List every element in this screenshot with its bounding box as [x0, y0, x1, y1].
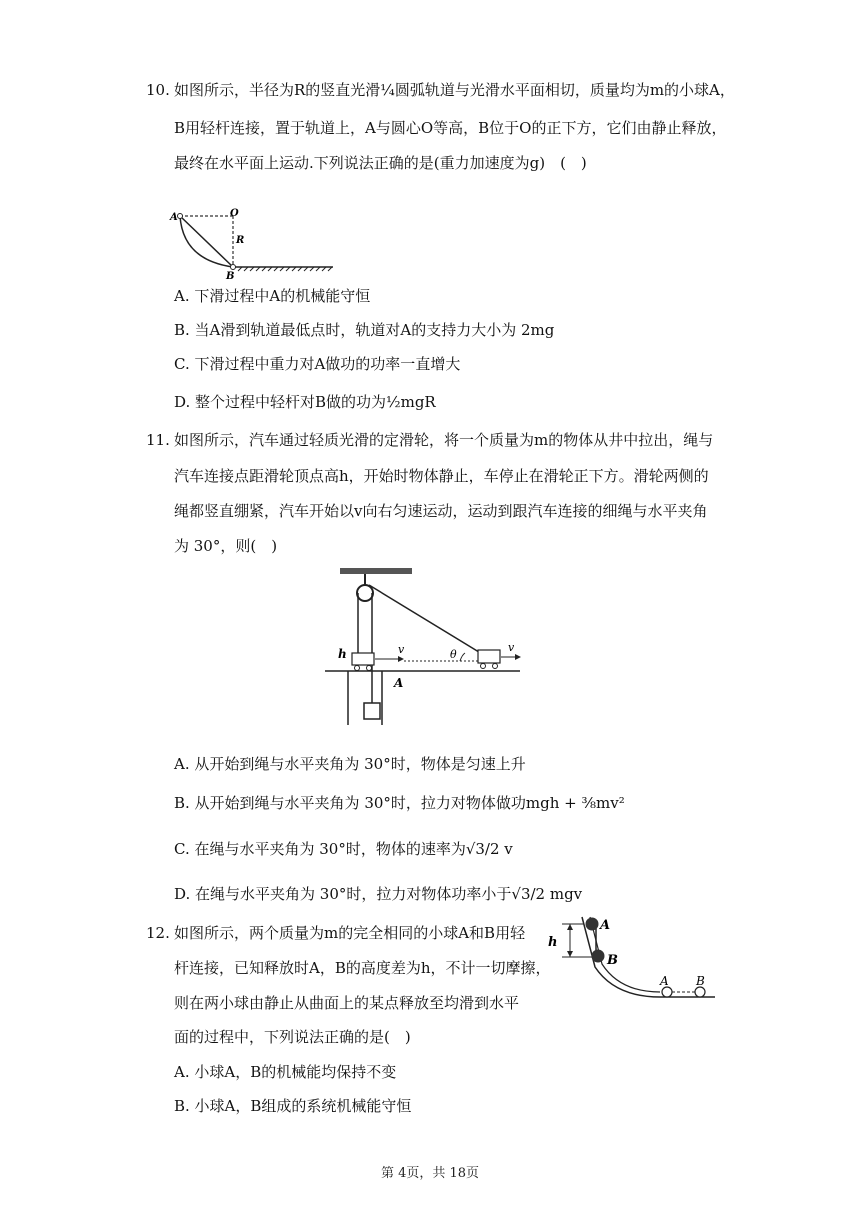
q10-label-a: A	[170, 212, 178, 223]
q12-figure	[540, 912, 720, 1002]
q11-label-h: h	[338, 647, 347, 661]
q11-option-b: B. 从开始到绳与水平夹角为 30°时，拉力对物体做功mgh + ⅜mv²	[174, 794, 625, 812]
q12-number: 12.	[146, 924, 170, 942]
q11-line-4: 为 30°，则( )	[174, 537, 278, 555]
q12-label-b: B	[607, 953, 618, 968]
q10-option-a: A. 下滑过程中A的机械能守恒	[174, 287, 371, 305]
q11-line-1: 如图所示，汽车通过轻质光滑的定滑轮，将一个质量为m的物体从井中拉出，绳与	[174, 431, 714, 449]
q10-option-c: C. 下滑过程中重力对A做功的功率一直增大	[174, 355, 461, 373]
q10-figure	[168, 205, 338, 280]
q12-option-b: B. 小球A，B组成的系统机械能守恒	[174, 1097, 412, 1115]
q11-line-3: 绳都竖直绷紧，汽车开始以v向右匀速运动，运动到跟汽车连接的细绳与水平夹角	[174, 502, 708, 520]
q11-label-v1: v	[398, 643, 405, 656]
q11-option-c: C. 在绳与水平夹角为 30°时，物体的速率为√3/2 v	[174, 840, 513, 858]
q12-label-b2: B	[696, 974, 705, 988]
q12-label-a2: A	[660, 974, 669, 988]
q11-line-2: 汽车连接点距滑轮顶点高h，开始时物体静止，车停止在滑轮正下方。滑轮两侧的	[174, 467, 709, 485]
q10-option-b: B. 当A滑到轨道最低点时，轨道对A的支持力大小为 2mg	[174, 321, 555, 339]
q10-label-r: R	[236, 235, 245, 246]
q11-option-a: A. 从开始到绳与水平夹角为 30°时，物体是匀速上升	[174, 755, 526, 773]
q12-line-2: 杆连接，已知释放时A，B的高度差为h，不计一切摩擦，	[174, 959, 551, 977]
q12-label-a: A	[600, 918, 611, 933]
page-footer: 第 4页，共 18页	[380, 1166, 480, 1181]
q12-line-3: 则在两小球由静止从曲面上的某点释放至均滑到水平	[174, 994, 520, 1012]
q10-label-o: O	[230, 208, 239, 219]
q12-label-h: h	[548, 935, 558, 950]
q11-figure	[320, 565, 525, 730]
q11-number: 11.	[146, 431, 170, 449]
q12-option-a: A. 小球A，B的机械能均保持不变	[174, 1063, 397, 1081]
q10-line-2: B用轻杆连接，置于轨道上，A与圆心O等高，B位于O的正下方，它们由静止释放，	[174, 119, 727, 137]
q11-label-theta: θ	[450, 648, 457, 661]
q11-option-d: D. 在绳与水平夹角为 30°时，拉力对物体功率小于√3/2 mgv	[174, 885, 583, 903]
q12-line-4: 面的过程中，下列说法正确的是( )	[174, 1028, 411, 1046]
q10-option-d: D. 整个过程中轻杆对B做的功为½mgR	[174, 393, 436, 411]
q12-line-1: 如图所示，两个质量为m的完全相同的小球A和B用轻	[174, 924, 526, 942]
q10-number: 10.	[146, 81, 170, 99]
q10-line-1: 如图所示，半径为R的竖直光滑¼圆弧轨道与光滑水平面相切，质量均为m的小球A，	[174, 81, 735, 99]
q10-line-3: 最终在水平面上运动.下列说法正确的是(重力加速度为g) ( )	[174, 154, 587, 172]
q11-label-v2: v	[508, 641, 515, 654]
q11-label-a: A	[394, 676, 404, 690]
q10-label-b: B	[226, 271, 235, 280]
